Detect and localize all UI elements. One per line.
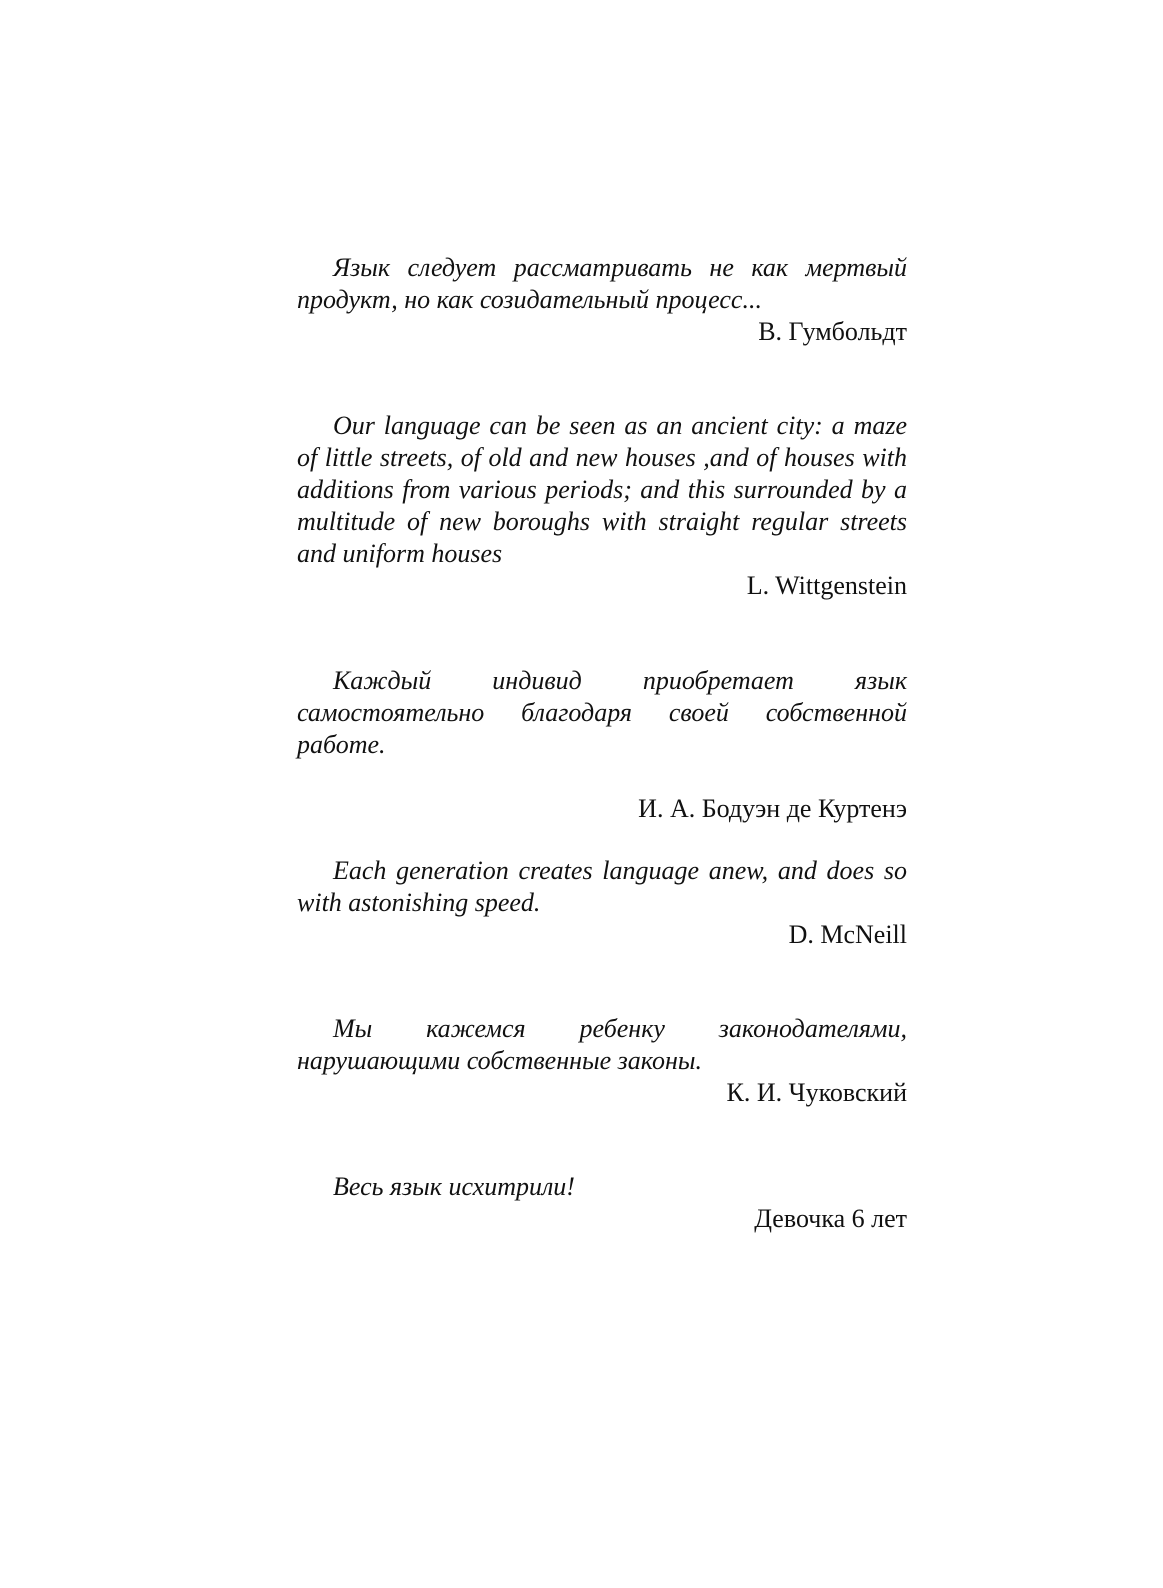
epigraph-humboldt: [297, 252, 907, 348]
epigraph-quote: Весь язык исхитрили!: [333, 1172, 575, 1201]
epigraph-author: В. Гумбольдт: [758, 317, 907, 346]
epigraph-baudouin: [297, 665, 907, 825]
epigraph-mcneill: [297, 855, 907, 951]
epigraph-quote: Каждый индивид приобретает язык самостоятельно благодаря своей собственной работе.: [297, 666, 907, 759]
epigraph-quote: Our language can be seen as an ancient city: a maze of little streets, of old and new houses ,and of houses with additions from various periods; and this surrounded by a multitude of new boroughs with straight regular streets and uniform houses: [297, 411, 907, 568]
epigraph-author: Девочка 6 лет: [754, 1204, 907, 1233]
epigraph-quote: Each generation creates language anew, and does so with astonishing speed.: [297, 856, 907, 917]
epigraph-author: И. А. Бодуэн де Куртенэ: [638, 794, 907, 823]
epigraph-author: D. McNeill: [788, 920, 907, 949]
epigraph-quote: Мы кажемся ребенку законодателями, нарушающими собственные законы.: [297, 1014, 907, 1075]
epigraph-girl: [297, 1171, 907, 1235]
epigraph-quote: Язык следует рассматривать не как мертвый продукт, но как созидательный процесс...: [297, 253, 907, 314]
epigraph-chukovsky: [297, 1013, 907, 1109]
epigraph-wittgenstein: [297, 410, 907, 602]
epigraph-author: К. И. Чуковский: [726, 1078, 907, 1107]
epigraph-author: L. Wittgenstein: [746, 571, 907, 600]
